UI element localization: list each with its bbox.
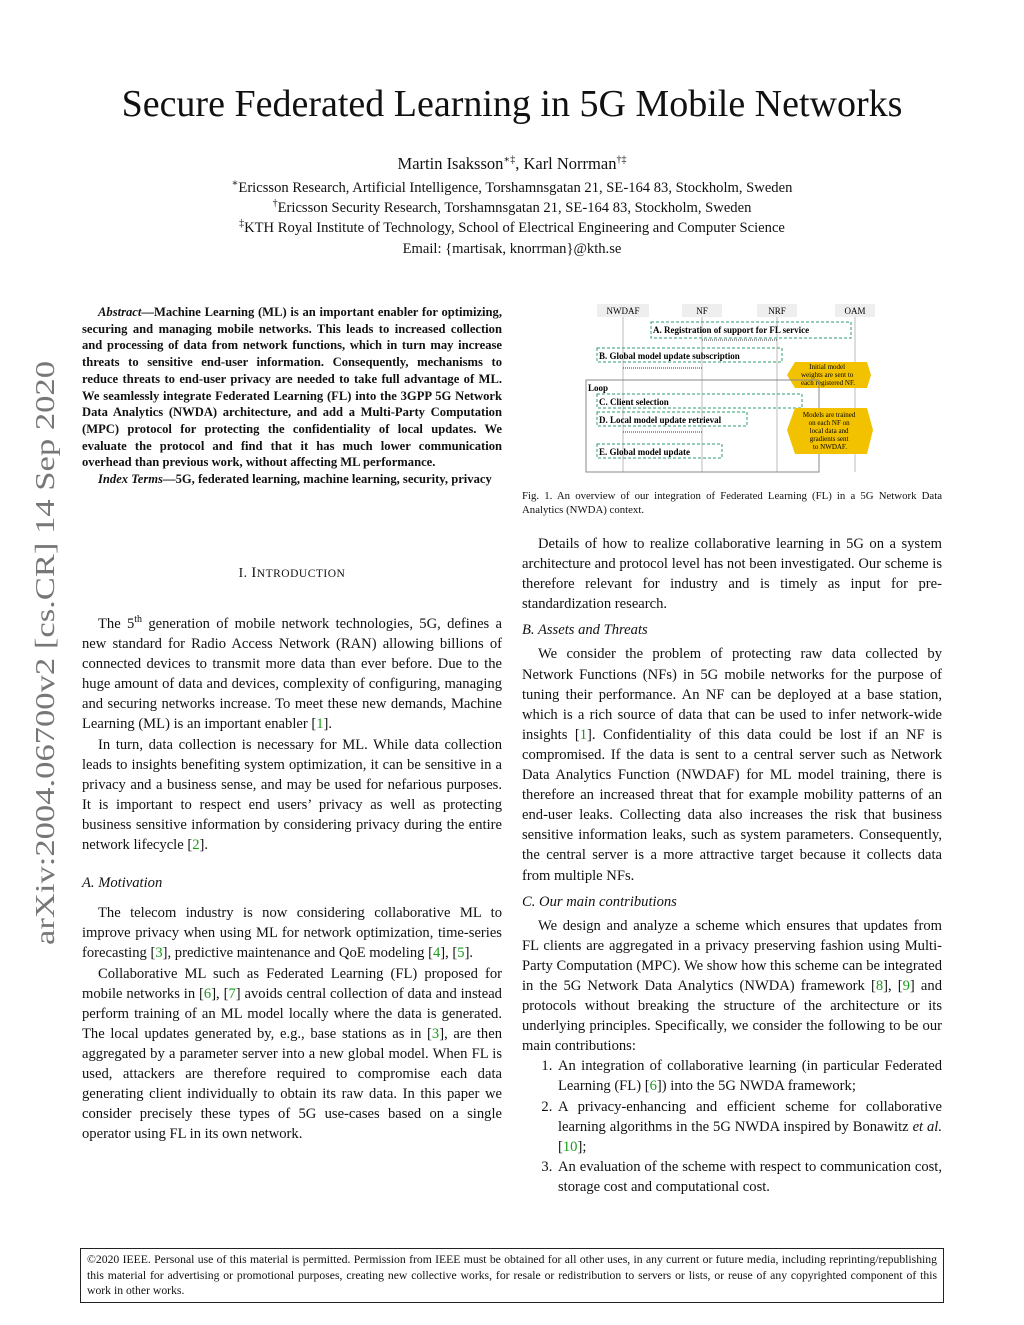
text-run: ], [ <box>211 985 229 1002</box>
citation-link[interactable]: 3 <box>155 945 163 962</box>
step-c-label: C. Client selection <box>599 397 669 407</box>
text-run: ]. <box>199 837 209 854</box>
affiliation-text: Ericsson Security Research, Torshamnsgatan 21, SE-164 83, Stockholm, Sweden <box>277 200 752 217</box>
details-paragraph: Details of how to realize collaborative learning in 5G on a system architecture and protocol level has not been investigated. Our scheme is therefore relevant for industry and is timely as input for pre-standardization research. <box>522 536 942 613</box>
figure-sequence-diagram <box>585 300 880 475</box>
affiliation-mark: † <box>272 198 278 210</box>
step-d-label: D. Local model update retrieval <box>599 415 722 425</box>
right-column-body <box>522 534 942 1197</box>
text-run: ]) into the 5G NWDA framework; <box>656 1078 856 1095</box>
author-line <box>0 154 1024 174</box>
text-run: generation of mobile network technologies, 5G, defines a new standard for Radio Access Network (RAN) allowing billions of connected devices to transmit more data than ever before. Due to the huge amount of data and devices, complexity of configuring, managing and securing networks increase. To meet these new demands, Machine Learning (ML) is an important enabler [ <box>82 616 502 733</box>
text-run: We consider the problem of protecting raw data collected by Network Functions (NFs) in 5G mobile networks for the purpose of tuning their performance. An NF can be deployed at a base station, which is a rich source of data that can be used to infer network-wide insights [ <box>522 646 942 743</box>
text-run: We design and analyze a scheme which ensures that updates from FL clients are aggregated in a privacy preserving fashion using Multi-Party Computation (MPC). We show how this scheme can be integrated in the 5G Network Data Analytics (NWDA) framework [ <box>522 917 942 994</box>
text-run: An evaluation of the scheme with respect to communication cost, storage cost and computational cost. <box>558 1158 942 1195</box>
affiliation-mark: ‡ <box>239 218 245 230</box>
heading-rest: NTRODUCTION <box>256 568 346 580</box>
citation-link[interactable]: 5 <box>457 945 465 962</box>
paper-title: Secure Federated Learning in 5G Mobile Networks <box>121 83 903 125</box>
text-run: ]; <box>577 1138 587 1155</box>
text-run: A privacy-enhancing and efficient scheme for collaborative learning algorithms in the 5G NWDA inspired by Bonawitz <box>558 1098 942 1135</box>
text-run: The 5 <box>98 616 135 632</box>
text-run: ]. <box>464 945 474 962</box>
text-run: Collaborative ML such as Federated Learning (FL) proposed for mobile networks in [ <box>82 965 502 1002</box>
index-terms-label: Index Terms <box>98 472 163 487</box>
citation-link[interactable]: 6 <box>203 985 212 1002</box>
note-line: Initial model <box>809 363 846 371</box>
affiliation-text: KTH Royal Institute of Technology, School of Electrical Engineering and Computer Science <box>244 220 785 237</box>
text-run: ], are then aggregated by a parameter server into a new global model. When FL is used, attackers are therefore required to compromise each data generating client individually to obtain its raw data. In this paper we consider precisely these types of 5G use-cases based on a single operator using FL in its own network. <box>82 1025 503 1143</box>
motivation-paragraph-1 <box>82 903 502 963</box>
text-run-italic: et al. <box>912 1118 943 1135</box>
superscript: th <box>134 614 143 626</box>
step-b-label: B. Global model update subscription <box>599 351 740 361</box>
note-line: to NWDAF. <box>812 443 848 451</box>
text-run: ] avoids central collection of data and instead perform training of an ML model locally where the data is generated. The local updates generated by, e.g., base stations as in [ <box>82 985 502 1042</box>
abstract-text: —Machine Learning (ML) is an important enabler for optimizing, securing and managing mobile networks. This leads to increased collection and processing of data from network functions, which in turn may increase threats to sensitive end-user information. Consequently, mechanisms to reduce threats to end-user privacy are needed to take full advantage of ML. We seamlessly integrate Federated Learning (FL) into the 3GPP 5G Network Data Analytics (NWDA) architecture, and add a Multi-Party Computation (MPC) protocol for protecting the confidentiality of local updates. We evaluate the protocol and find that it has much lower communication overhead than previous work, without affecting ML performance. <box>82 305 502 470</box>
text-run: ], predictive maintenance and QoE modeling [ <box>162 945 433 962</box>
email-line: Email: {martisak, knorrman}@kth.se <box>402 240 622 257</box>
arxiv-sidebar-stamp <box>18 360 64 945</box>
citation-link[interactable]: 8 <box>875 977 884 994</box>
text-run: [ <box>558 1138 563 1155</box>
citation-link[interactable]: 3 <box>431 1025 440 1042</box>
step-e-label: E. Global model update <box>599 447 691 457</box>
section-heading-introduction <box>82 565 502 582</box>
subsection-heading-assets: B. Assets and Threats <box>522 622 648 639</box>
text-run: ]. Confidentiality of this data could be lost if an NF is compromised. If the data is sent to a central server such as Network Data Analytics Function (NWDAF) for ML model training, there is therefore an increased threat that for example mobility patterns of an end-user leaks. Collecting data also increases the risk that business sensitive information leaks, such as system parameters. Consequently, the central server is a more attractive target because it collects data from multiple NFs. <box>522 726 942 884</box>
author-norrman: Karl Norrman <box>523 154 617 173</box>
left-column-body <box>82 614 502 1144</box>
citation-link[interactable]: 4 <box>432 945 441 962</box>
text-run: The telecom industry is now considering collaborative ML to improve privacy when using ML for network optimization, time-series forecasting [ <box>82 905 502 962</box>
affiliation-ericsson-research <box>0 178 1024 198</box>
citation-link[interactable]: 7 <box>228 985 236 1002</box>
heading-number: I. <box>238 565 252 580</box>
loop-label: Loop <box>588 383 609 393</box>
lifeline-label-oam: OAM <box>844 306 866 316</box>
citation-link[interactable]: 2 <box>192 837 200 854</box>
citation-link[interactable]: 1 <box>579 726 588 743</box>
affiliation-ericsson-security <box>0 198 1024 218</box>
affiliation-list <box>0 178 1024 259</box>
lifeline-label-nwdaf: NWDAF <box>606 306 640 316</box>
affiliation-kth <box>0 218 1024 238</box>
affiliation-text: Ericsson Research, Artificial Intelligence, Torshamnsgatan 21, SE-164 83, Stockholm, Sweden <box>238 180 793 196</box>
note-line: gradients sent <box>809 435 849 443</box>
text-run: ]. <box>323 716 333 733</box>
subsection-heading-contributions: C. Our main contributions <box>522 893 677 910</box>
note-line: on each NF on <box>808 419 850 427</box>
intro-paragraph-2 <box>82 735 502 856</box>
assets-paragraph <box>522 644 942 885</box>
author-marks: ∗‡ <box>503 154 516 166</box>
list-item <box>556 1157 942 1197</box>
lifeline-label-nrf: NRF <box>768 306 786 316</box>
citation-link[interactable]: 9 <box>902 977 910 994</box>
arxiv-id-text: arXiv:2004.06700v2 [cs.CR] 14 Sep 2020 <box>29 480 60 945</box>
index-terms-text: —5G, federated learning, machine learning, security, privacy <box>162 472 492 487</box>
text-run: ] and protocols without breaking the structure of the architecture or its underlying principles. Specifically, we consider the following to be our main contributions: <box>522 977 942 1055</box>
citation-link[interactable]: 10 <box>562 1138 578 1155</box>
author-marks: †‡ <box>616 154 627 166</box>
contributions-list <box>522 1056 942 1197</box>
text-run: An integration of collaborative learning (in particular Federated Learning (FL) [ <box>558 1058 942 1095</box>
note-line: weights are sent to <box>800 371 854 379</box>
author-separator: , <box>515 154 524 173</box>
note-line: local data and <box>809 427 849 435</box>
motivation-paragraph-2 <box>82 964 502 1145</box>
step-a-label: A. Registration of support for FL service <box>653 325 810 335</box>
figure-caption: Fig. 1. An overview of our integration of Federated Learning (FL) in a 5G Network Data Analytics (NWDA) context. <box>522 490 942 516</box>
affiliation-mark: ∗ <box>231 178 239 190</box>
intro-paragraph-1 <box>82 614 502 735</box>
abstract-label: Abstract <box>98 305 142 319</box>
list-item <box>556 1056 942 1096</box>
abstract <box>82 304 502 488</box>
copyright-notice: ©2020 IEEE. Personal use of this material is permitted. Permission from IEEE must be obtained for all other uses, in any current or future media, including reprinting/republishing this material for advertising or promotional purposes, creating new collective works, for resale or redistribution to servers or lists, or reuse of any copyrighted component of this work in other works. <box>80 1248 944 1303</box>
contributions-paragraph <box>522 916 942 1057</box>
list-item <box>556 1097 942 1157</box>
citation-link[interactable]: 6 <box>649 1078 657 1095</box>
note-line: Models are trained <box>802 411 856 419</box>
heading-initial: I <box>251 565 257 581</box>
text-run: ], [ <box>440 945 458 962</box>
lifeline-label-nf: NF <box>696 306 708 316</box>
citation-link[interactable]: 1 <box>316 716 324 733</box>
subsection-heading-motivation: A. Motivation <box>82 875 163 892</box>
author-isaksson: Martin Isaksson <box>397 154 504 173</box>
text-run: In turn, data collection is necessary for ML. While data collection leads to insights benefiting system optimization, it can be sensitive in a privacy and a business sense, and may be used for nefarious purposes. It is important to respect end users’ privacy as well as protecting business sensitive information by considering privacy during the entire network lifecycle [ <box>82 736 502 854</box>
text-run: ], [ <box>883 977 903 994</box>
note-line: each registered NF. <box>800 379 856 387</box>
